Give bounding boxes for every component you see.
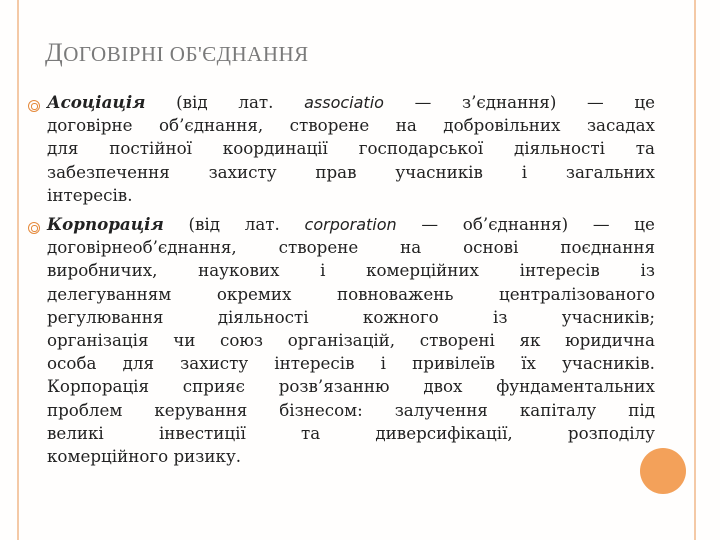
word: інтересів xyxy=(274,353,355,374)
word: наукових xyxy=(198,260,280,281)
word: та xyxy=(635,138,655,159)
word: із xyxy=(640,260,655,281)
paragraph-corporation xyxy=(47,213,655,468)
word: та xyxy=(301,422,321,443)
text-line xyxy=(47,114,655,137)
word: окремих xyxy=(216,283,292,304)
slide-title xyxy=(45,38,309,68)
paragraph-association xyxy=(47,91,655,207)
word: розв’язанню xyxy=(278,376,390,397)
text-line xyxy=(47,213,655,236)
word: залучення xyxy=(394,399,488,420)
word: створені xyxy=(419,330,495,351)
text-line xyxy=(47,422,655,445)
right-border-line xyxy=(694,0,696,540)
word: об’єднання) xyxy=(462,214,569,234)
word: це xyxy=(634,214,655,234)
word: (від xyxy=(176,92,208,112)
text-line xyxy=(47,161,655,184)
text-line xyxy=(47,283,655,306)
latin-term: corporation xyxy=(304,215,397,234)
text-line xyxy=(47,399,655,422)
word: інтересів xyxy=(519,260,600,281)
word: і xyxy=(521,161,528,182)
word: повноважень xyxy=(336,283,454,304)
text-line xyxy=(47,236,655,259)
word: фундаментальних xyxy=(496,376,655,397)
word: захисту xyxy=(208,161,277,182)
word: для xyxy=(122,353,154,374)
word: особа xyxy=(47,353,97,374)
word: захисту xyxy=(180,353,249,374)
circle-bullet-icon xyxy=(28,222,40,234)
title-first-letter: Д xyxy=(45,38,64,67)
word: це xyxy=(634,92,655,112)
word: ризику. xyxy=(173,446,242,467)
word: поєднання xyxy=(560,237,655,258)
word: організацій, xyxy=(287,330,396,351)
text-line xyxy=(47,91,655,114)
word: союз xyxy=(220,330,264,351)
text-line xyxy=(47,329,655,352)
term-corporation: Корпорація xyxy=(47,214,164,234)
text-line xyxy=(47,445,655,468)
word: створене xyxy=(289,115,370,136)
word: господарської xyxy=(358,138,484,159)
word: з’єднання) xyxy=(461,92,557,112)
orange-circle-decoration xyxy=(640,448,686,494)
word: регулювання xyxy=(47,306,164,327)
word: координації xyxy=(222,138,328,159)
word: лат. xyxy=(238,92,274,112)
word: учасників; xyxy=(561,306,655,327)
word: діяльності xyxy=(217,306,309,327)
text-line xyxy=(47,137,655,160)
word: об’єднання, xyxy=(159,115,264,136)
word: під xyxy=(628,399,655,420)
word: як xyxy=(519,330,541,351)
word: виробничих, xyxy=(47,260,158,281)
text-line xyxy=(47,375,655,398)
word: капіталу xyxy=(519,399,597,420)
word: і xyxy=(320,260,326,281)
word: — xyxy=(414,92,432,112)
word: юридична xyxy=(565,330,655,351)
word: основі xyxy=(463,237,519,258)
word: Корпорація xyxy=(47,376,150,397)
word: — xyxy=(421,214,439,234)
word: великі xyxy=(47,422,104,443)
word: засадах xyxy=(586,115,655,136)
word: диверсифікації, xyxy=(375,422,513,443)
word: інвестиції xyxy=(158,422,246,443)
word: договірне xyxy=(47,115,133,136)
word: комерційного xyxy=(47,446,169,467)
word: забезпечення xyxy=(47,161,170,182)
left-border-line xyxy=(17,0,19,540)
word: організація xyxy=(47,330,149,351)
word: проблем xyxy=(47,399,123,420)
word: створене xyxy=(278,237,359,258)
word: на xyxy=(395,115,417,136)
word: постійної xyxy=(109,138,192,159)
word: — xyxy=(592,214,610,234)
word: і xyxy=(380,353,386,374)
word: із xyxy=(493,306,508,327)
word: централізованого xyxy=(499,283,655,304)
title-rest: ОГОВІРНІ ОБ'ЄДНАННЯ xyxy=(63,42,309,66)
word: інтересів. xyxy=(47,184,133,205)
word: учасників xyxy=(395,161,483,182)
word: розподілу xyxy=(567,422,655,443)
word: чи xyxy=(173,330,196,351)
word: кожного xyxy=(362,306,439,327)
circle-bullet-icon xyxy=(28,100,40,112)
word: для xyxy=(47,138,79,159)
word: привілеїв xyxy=(412,353,496,374)
word: делегуванням xyxy=(47,283,172,304)
word: (від xyxy=(188,214,220,234)
latin-term: associatio xyxy=(304,93,384,112)
text-line xyxy=(47,184,655,207)
text-line xyxy=(47,352,655,375)
word: учасників. xyxy=(562,353,655,374)
word: лат. xyxy=(244,214,280,234)
word: сприяє xyxy=(182,376,245,397)
word: — xyxy=(587,92,604,112)
word: договірнеоб’єднання, xyxy=(47,237,237,258)
word: на xyxy=(400,237,422,258)
word: керування xyxy=(154,399,248,420)
word: двох xyxy=(423,376,463,397)
text-line xyxy=(47,306,655,329)
word: комерційних xyxy=(366,260,479,281)
word: добровільних xyxy=(443,115,561,136)
text-line xyxy=(47,259,655,282)
word: діяльності xyxy=(514,138,605,159)
word: загальних xyxy=(565,161,655,182)
word: їх xyxy=(521,353,536,374)
word: прав xyxy=(315,161,357,182)
term-association: Асоціація xyxy=(47,92,146,112)
word: бізнесом: xyxy=(279,399,363,420)
